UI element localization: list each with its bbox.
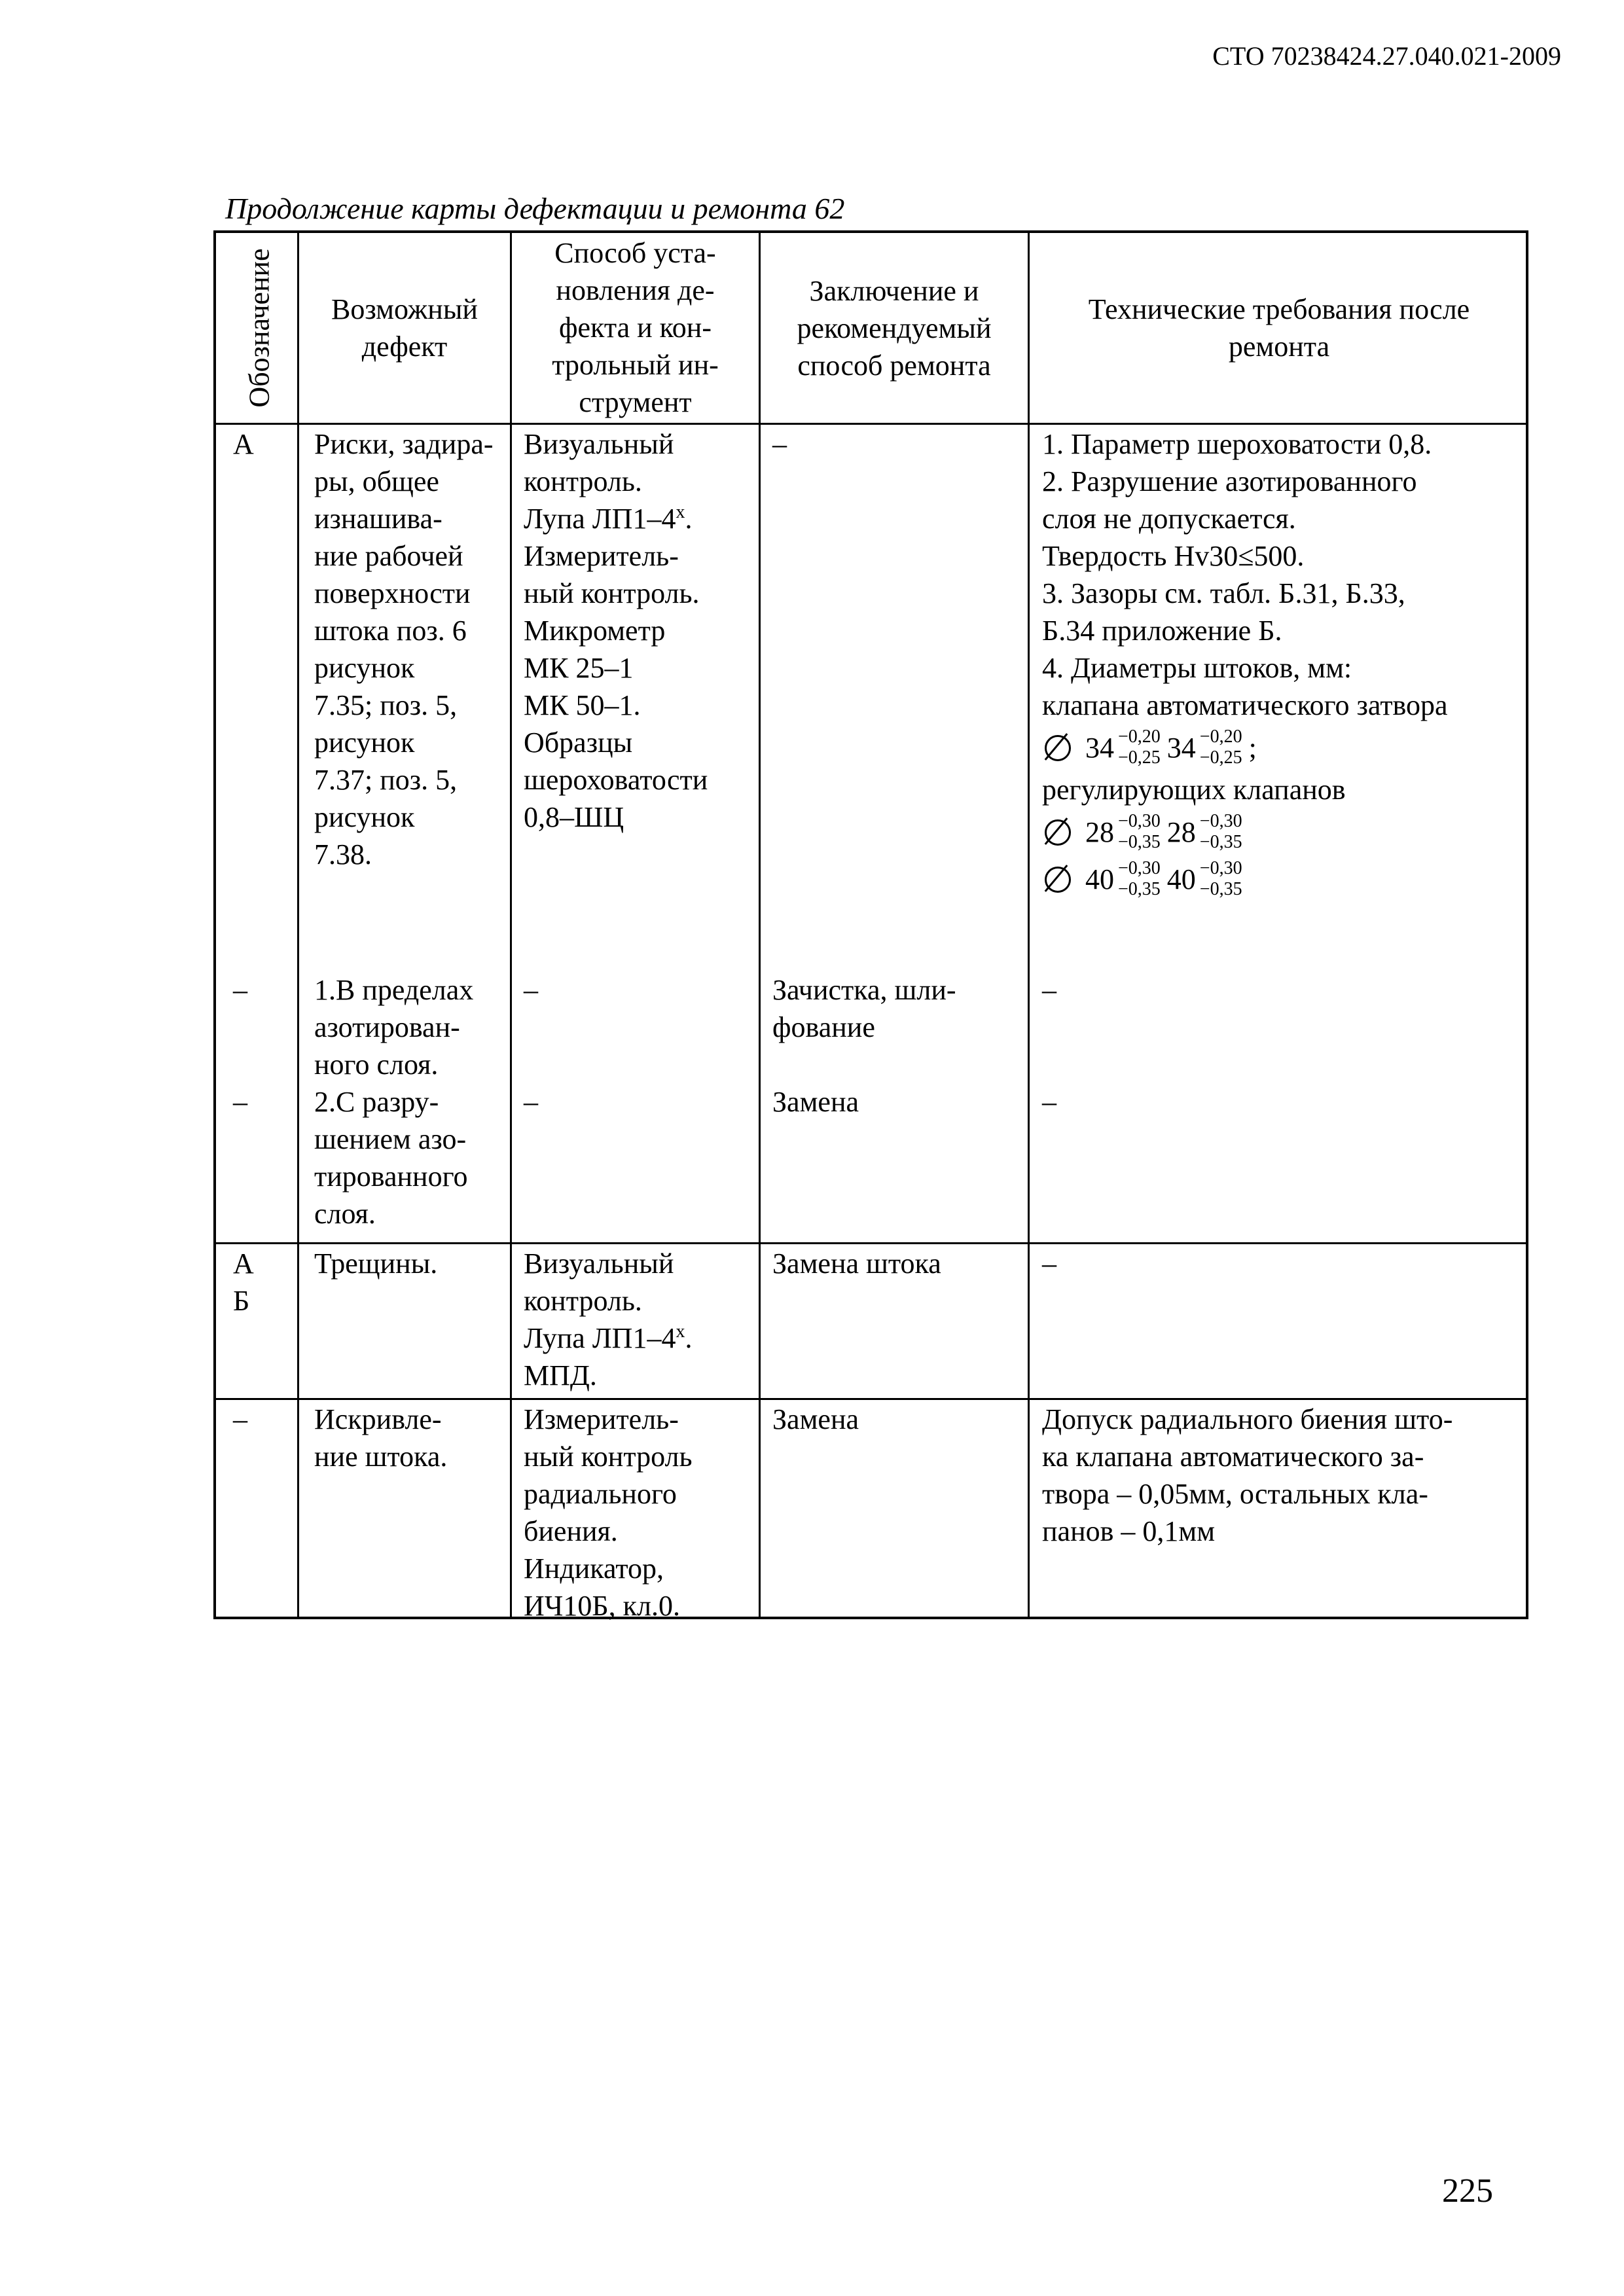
tolerance-line-40: 40 −0,30 −0,35 40 −0,30 −0,35 [1042, 855, 1448, 903]
table-caption: Продолжение карты дефектации и ремонта 62 [225, 192, 845, 225]
header-method: Способ уста- новления де- фекта и кон- трольный ин- струмент [552, 237, 719, 418]
sub2-conclusion: Замена [772, 1086, 859, 1118]
row-divider [216, 1242, 1526, 1244]
diameter-icon [1042, 732, 1072, 762]
row1-requirements: 1. Параметр шероховатости 0,8. 2. Разрушение азотированного слоя не допускается. Твердость Hv30≤500. 3. Зазоры см. табл. Б.31, Б.33, Б.34 приложение Б. 4. Диаметры штоков, мм: клапана автоматического затвора 34 −0,20 −0,25 34 −0,20 −0,25 ; регулирующих клапанов 28 −0,30 −0,35 28 −0,30 −0,35 40 −0,30 −0,35 40 −0,30 −0,35 [1042, 425, 1448, 903]
page-number: 225 [1442, 2172, 1493, 2210]
sub1-method: – [524, 974, 538, 1006]
header-requirements: Технические требования после ремонта [1088, 293, 1470, 363]
row3-conclusion: Замена [772, 1403, 859, 1435]
column-divider [1028, 233, 1030, 1617]
diameter-icon [1042, 864, 1072, 894]
sub2-defect: 2.С разру- шением азо- тированного слоя. [314, 1086, 468, 1230]
column-divider [759, 233, 761, 1617]
sub1-defect: 1.В пределах азотирован- ного слоя. [314, 974, 474, 1081]
row3-requirements: Допуск радиального биения што- ка клапана автоматического за- твора – 0,05мм, остальных кла- панов – 0,1мм [1042, 1403, 1453, 1547]
sub1-designation: – [233, 974, 247, 1006]
tolerance-line-34: 34 −0,20 −0,25 34 −0,20 −0,25 ; [1042, 724, 1448, 771]
sub1-conclusion: Зачистка, шли- фование [772, 974, 956, 1043]
row1-defect: Риски, задира- ры, общее изнашива- ние рабочей поверхности штока поз. 6 рисунок 7.35; поз. 5, рисунок 7.37; поз. 5, рисунок 7.38. [314, 428, 494, 870]
row1-conclusion: – [772, 428, 787, 460]
header-defect: Возможный дефект [331, 293, 478, 363]
sub2-requirements: – [1042, 1086, 1056, 1118]
header-divider [216, 423, 1526, 425]
row2-defect: Трещины. [314, 1247, 438, 1280]
row3-defect: Искривле- ние штока. [314, 1403, 448, 1473]
column-divider [297, 233, 299, 1617]
row3-designation: – [233, 1403, 247, 1435]
defect-repair-table [213, 230, 1528, 1622]
sub1-requirements: – [1042, 974, 1056, 1006]
header-designation: Обозначение [243, 248, 276, 408]
row-divider [216, 1398, 1526, 1400]
row1-method: Визуальный контроль. Лупа $ЛП1-4^х$. Измеритель- ный контроль. Микрометр МК 25–1 МК 50–1. Образцы шероховатости 0,8–ШЦ [524, 428, 708, 833]
row2-method: Визуальный контроль. Лупа $ЛП1-4^х$. МПД. [524, 1247, 693, 1391]
column-divider [510, 233, 512, 1617]
row2-conclusion: Замена штока [772, 1247, 941, 1280]
tolerance-line-28: 28 −0,30 −0,35 28 −0,30 −0,35 [1042, 808, 1448, 855]
sub2-designation: – [233, 1086, 247, 1118]
row2-requirements: – [1042, 1247, 1056, 1280]
row2-designation: А Б [233, 1247, 254, 1317]
header-conclusion: Заключение и рекомендуемый способ ремонта [797, 275, 992, 382]
sub2-method: – [524, 1086, 538, 1118]
document-code: СТО 70238424.27.040.021-2009 [1212, 41, 1561, 71]
diameter-icon [1042, 817, 1072, 847]
row1-designation: А [233, 428, 254, 460]
row3-method: Измеритель- ный контроль радиального биения. Индикатор, ИЧ10Б, кл.0. [524, 1403, 693, 1622]
